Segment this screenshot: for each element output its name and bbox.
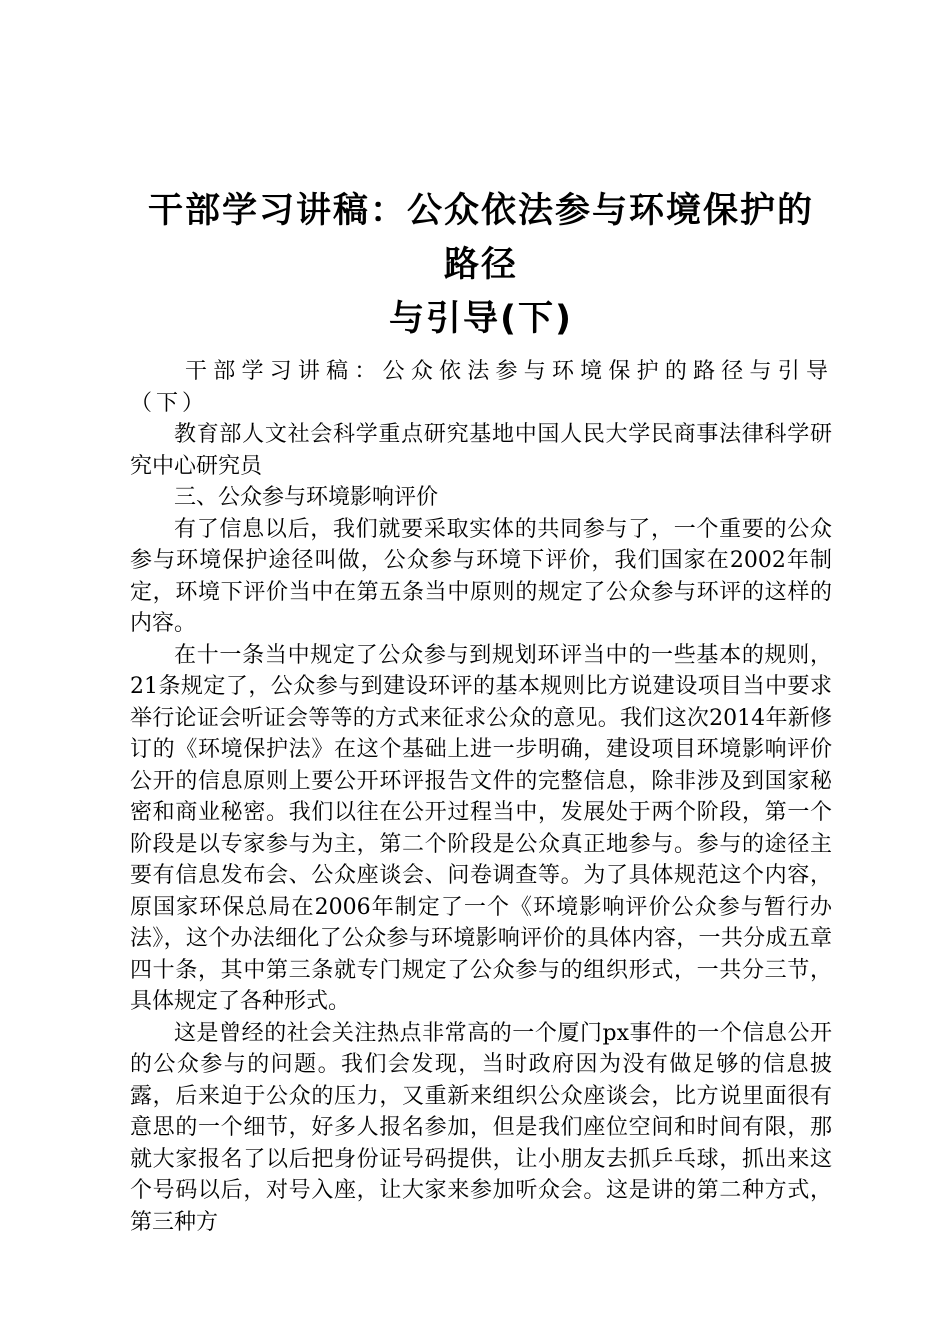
- section-heading: 三、公众参与环境影响评价: [174, 485, 439, 510]
- body-paragraph: 在十一条当中规定了公众参与到规划环评当中的一些基本的规则，21条规定了，公众参与到建设环评的基本规则比方说建设项目当中要求举行论证会听证会等等的方式来征求公众的意见。我们这次2014年新修订的《环境保护法》在这个基础上进一步明确，建设项目环境影响评价公开的信息原则上要公开环评报告文件的完整信息，除非涉及到国家秘密和商业秘密。我们以往在公开过程当中，发展处于两个阶段，第一个阶段是以专家参与为主，第二个阶段是公众真正地参与。参与的途径主要有信息发布会、公众座谈会、问卷调查等。为了具体规范这个内容，原国家环保总局在2006年制定了一个《环境影响评价公众参与暂行办法》，这个办法细化了公众参与环境影响评价的具体内容，一共分成五章四十条，其中第三条就专门规定了公众参与的组织形式，一共分三节，具体规定了各种形式。: [130, 642, 832, 1014]
- document-title-line-2: 与引导(下): [389, 299, 573, 339]
- body-paragraph: 有了信息以后，我们就要采取实体的共同参与了，一个重要的公众参与环境保护途径叫做，公众参与环境下评价，我们国家在2002年制定，环境下评价当中在第五条当中原则的规定了公众参与环评的这样的内容。: [130, 516, 832, 636]
- document-title-line-1: 干部学习讲稿：公众依法参与环境保护的路径: [147, 191, 814, 285]
- author-line: 教育部人文社会科学重点研究基地中国人民大学民商事法律科学研究中心研究员: [130, 422, 832, 479]
- document-title: [130, 184, 832, 346]
- body-paragraph: 这是曾经的社会关注热点非常高的一个厦门px事件的一个信息公开的公众参与的问题。我们会发现，当时政府因为没有做足够的信息披露，后来迫于公众的压力，又重新来组织公众座谈会，比方说里面很有意思的一个细节，好多人报名参加，但是我们座位空间和时间有限，那就大家报名了以后把身份证号码提供，让小朋友去抓乒乓球，抓出来这个号码以后，对号入座，让大家来参加听众会。这是讲的第二种方式，第三种方: [130, 1020, 832, 1235]
- document-page: [130, 184, 832, 1238]
- document-subtitle: 干部学习讲稿：公众依法参与环境保护的路径与引导（下）: [130, 359, 832, 416]
- document-body: [130, 356, 832, 1238]
